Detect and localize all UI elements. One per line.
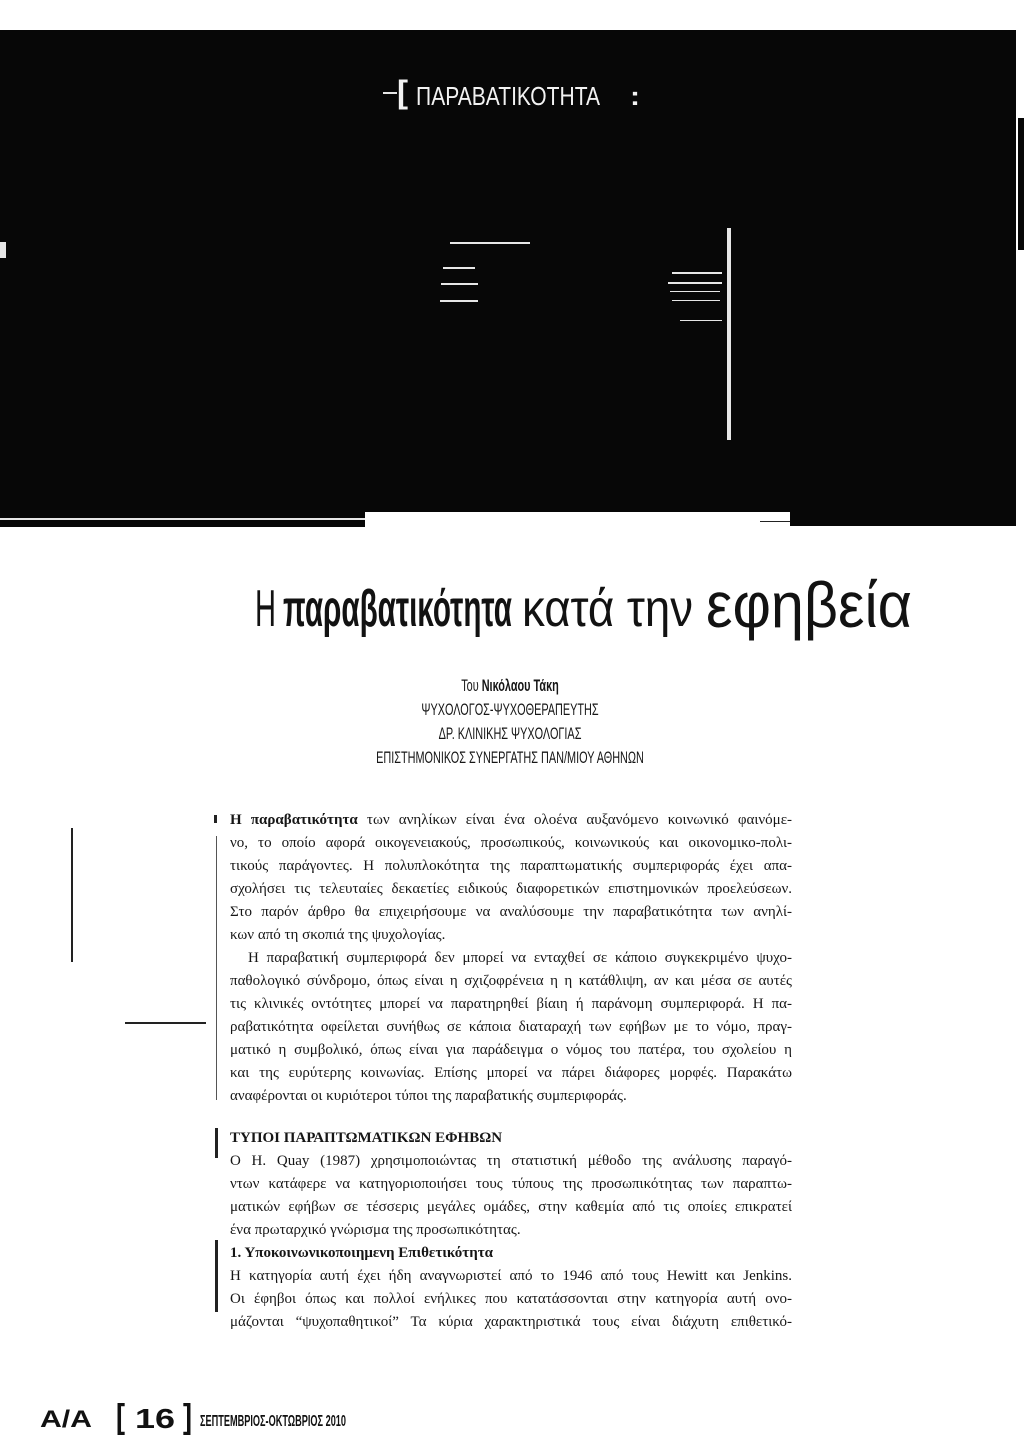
paragraph-line: παθολογικό σύνδρομο, όπως είναι η σχιζοφρένεια η η κατάθλιψη, αν και μέσα σε αυτές	[230, 973, 792, 989]
intro-line-text: των ανηλίκων είναι ένα ολοένα αυξανόμενο κοινωνικό φαινόμε-	[366, 812, 793, 828]
author-role: ΨΥΧΟΛΟΓΟΣ-ΨΥΧΟΘΕΡΑΠΕΥΤΗΣ	[421, 700, 599, 719]
paragraph-line: Η παραβατική συμπεριφορά δεν μπορεί να ενταχθεί σε κάποιο συγκεκριμένο ψυχο-	[248, 950, 792, 966]
banner-streak	[680, 320, 722, 321]
column-rule-heading	[215, 1128, 218, 1158]
paragraph-line: και της ευρύτερης κοινωνίας. Επίσης μπορεί να πάρει διάφορες μορφές. Παρακάτω	[230, 1065, 792, 1081]
intro-line: νο, το οποίο αφορά οικογενειακούς, προσωπικούς, κοινωνικούς και οικονομικο-πολι-	[230, 835, 792, 851]
banner-bottom-bar-right	[790, 512, 1016, 526]
banner-streak	[672, 300, 720, 301]
byline-author-line	[356, 674, 663, 698]
banner-streak	[670, 291, 720, 292]
paragraph-line: ματικό η συμβολικό, όπως είναι για παράδειγμα ο νόμος του πατέρα, του σχολείου η	[230, 1042, 792, 1058]
banner-vertical-streak	[727, 228, 731, 440]
margin-vertical-rule	[71, 828, 73, 962]
column-rule	[216, 836, 217, 1100]
intro-line	[230, 809, 792, 832]
paragraph-line: ντων κατάφερε να κατηγοριοποιήσει τους τύπους της προσωπικότητας των παραπτω-	[230, 1176, 792, 1192]
paragraph-line: τις κλινικές οντότητες μπορεί να παρατηρηθεί βίαιη ή παράνομη συμπεριφορά. Η πα-	[230, 996, 792, 1012]
banner-streak	[450, 242, 530, 244]
intro-line: τικούς παράγοντες. Η πολυπλοκότητα της παραπτωματικής συμπεριφοράς έχει απα-	[230, 858, 792, 874]
title-article: Η	[255, 580, 277, 638]
page-bracket-close: ]	[183, 1398, 193, 1436]
banner-streak	[672, 272, 722, 274]
banner-streak	[443, 267, 475, 269]
paragraph-line: μάζονται “ψυχοπαθητικοί” Τα κύρια χαρακτηριστικά τους είναι διάχυτη επιθετικό-	[230, 1314, 792, 1330]
header-rule	[383, 92, 397, 94]
author-name: Νικόλαου Τάκη	[481, 676, 559, 695]
magazine-name: Α/Α	[40, 1406, 92, 1433]
banner-streak	[668, 282, 722, 284]
byline-prefix: Του	[461, 676, 479, 695]
page-bracket-open: [	[116, 1398, 126, 1436]
paragraph-line: Ο Η. Quay (1987) χρησιμοποιώντας τη στατιστική μέθοδο της ανάλυσης παραγό-	[230, 1153, 792, 1169]
intro-line: σχολήσει τις τελευταίες δεκαετίες ειδικούς διαφορετικών επιστημονικών προελεύσεων.	[230, 881, 792, 897]
subsection-heading: 1. Υποκοινωνικοποιημενη Επιθετικότητα	[230, 1245, 494, 1261]
page-number: 16	[135, 1403, 176, 1434]
title-bold-word: παραβατικότητα	[283, 580, 513, 638]
section-label: ΠΑΡΑΒΑΤΙΚΟΤΗΤΑ	[416, 81, 601, 111]
issue-date: ΣΕΠΤΕΜΒΡΙΟΣ-ΟΚΤΩΒΡΙΟΣ 2010	[200, 1413, 347, 1430]
banner-bottom-line	[0, 518, 365, 520]
paragraph-line: ραβατικότητα οφείλεται συνήθως σε κάποια διαταραχή των εφήβων με το νόμο, πραγ-	[230, 1019, 792, 1035]
banner-edge-strip	[1018, 118, 1024, 250]
author-affiliation: ΕΠΙΣΤΗΜΟΝΙΚΟΣ ΣΥΝΕΡΓΑΤΗΣ ΠΑΝ/ΜΙΟΥ ΑΘΗΝΩΝ	[376, 748, 644, 767]
header-colon: :	[630, 81, 641, 111]
intro-line: Στο παρόν άρθρο θα επιχειρήσουμε να αναλύσουμε την παραβατικότητα των ανηλί-	[230, 904, 792, 920]
intro-lead: Η παραβατικότητα	[230, 812, 358, 828]
header-bracket: [	[397, 74, 409, 110]
banner-streak	[440, 300, 478, 302]
banner-streak	[441, 283, 478, 285]
section-heading: ΤΥΠΟΙ ΠΑΡΑΠΤΩΜΑΤΙΚΩΝ ΕΦΗΒΩΝ	[230, 1130, 503, 1146]
paragraph-line: αναφέρονται οι κυριότεροι τύποι της παραβατικής συμπεριφοράς.	[230, 1088, 627, 1104]
column-tick	[214, 815, 217, 823]
title-middle: κατά την	[522, 580, 693, 638]
margin-horizontal-rule	[125, 1022, 206, 1024]
paragraph-line: Η κατηγορία αυτή έχει ήδη αναγνωριστεί από το 1946 από τους Hewitt και Jenkins.	[230, 1268, 792, 1284]
title-final-word: εφηβεία	[706, 569, 912, 641]
author-degree: ΔΡ. ΚΛΙΝΙΚΗΣ ΨΥΧΟΛΟΓΙΑΣ	[438, 724, 582, 743]
intro-line: κων από τη σκοπιά της ψυχολογίας.	[230, 927, 446, 943]
paragraph-line: ένα πρωταρχικό γνώρισμα της προσωπικότητας.	[230, 1222, 521, 1238]
banner-edge-mark	[0, 242, 6, 258]
article-body	[230, 809, 792, 1334]
banner-bottom-thin-line	[760, 521, 790, 522]
paragraph-line: Οι έφηβοι όπως και πολλοί ενήλικες που κατατάσσονται στην κατηγορία αυτή ονο-	[230, 1291, 792, 1307]
column-rule-subsection	[215, 1240, 218, 1312]
banner-bottom-bar-left	[0, 512, 365, 527]
paragraph-line: ματικών εφήβων σε τέσσερις μεγάλες ομάδες, στην καθεμία από τις οποίες επικρατεί	[230, 1199, 792, 1215]
byline	[356, 674, 663, 770]
